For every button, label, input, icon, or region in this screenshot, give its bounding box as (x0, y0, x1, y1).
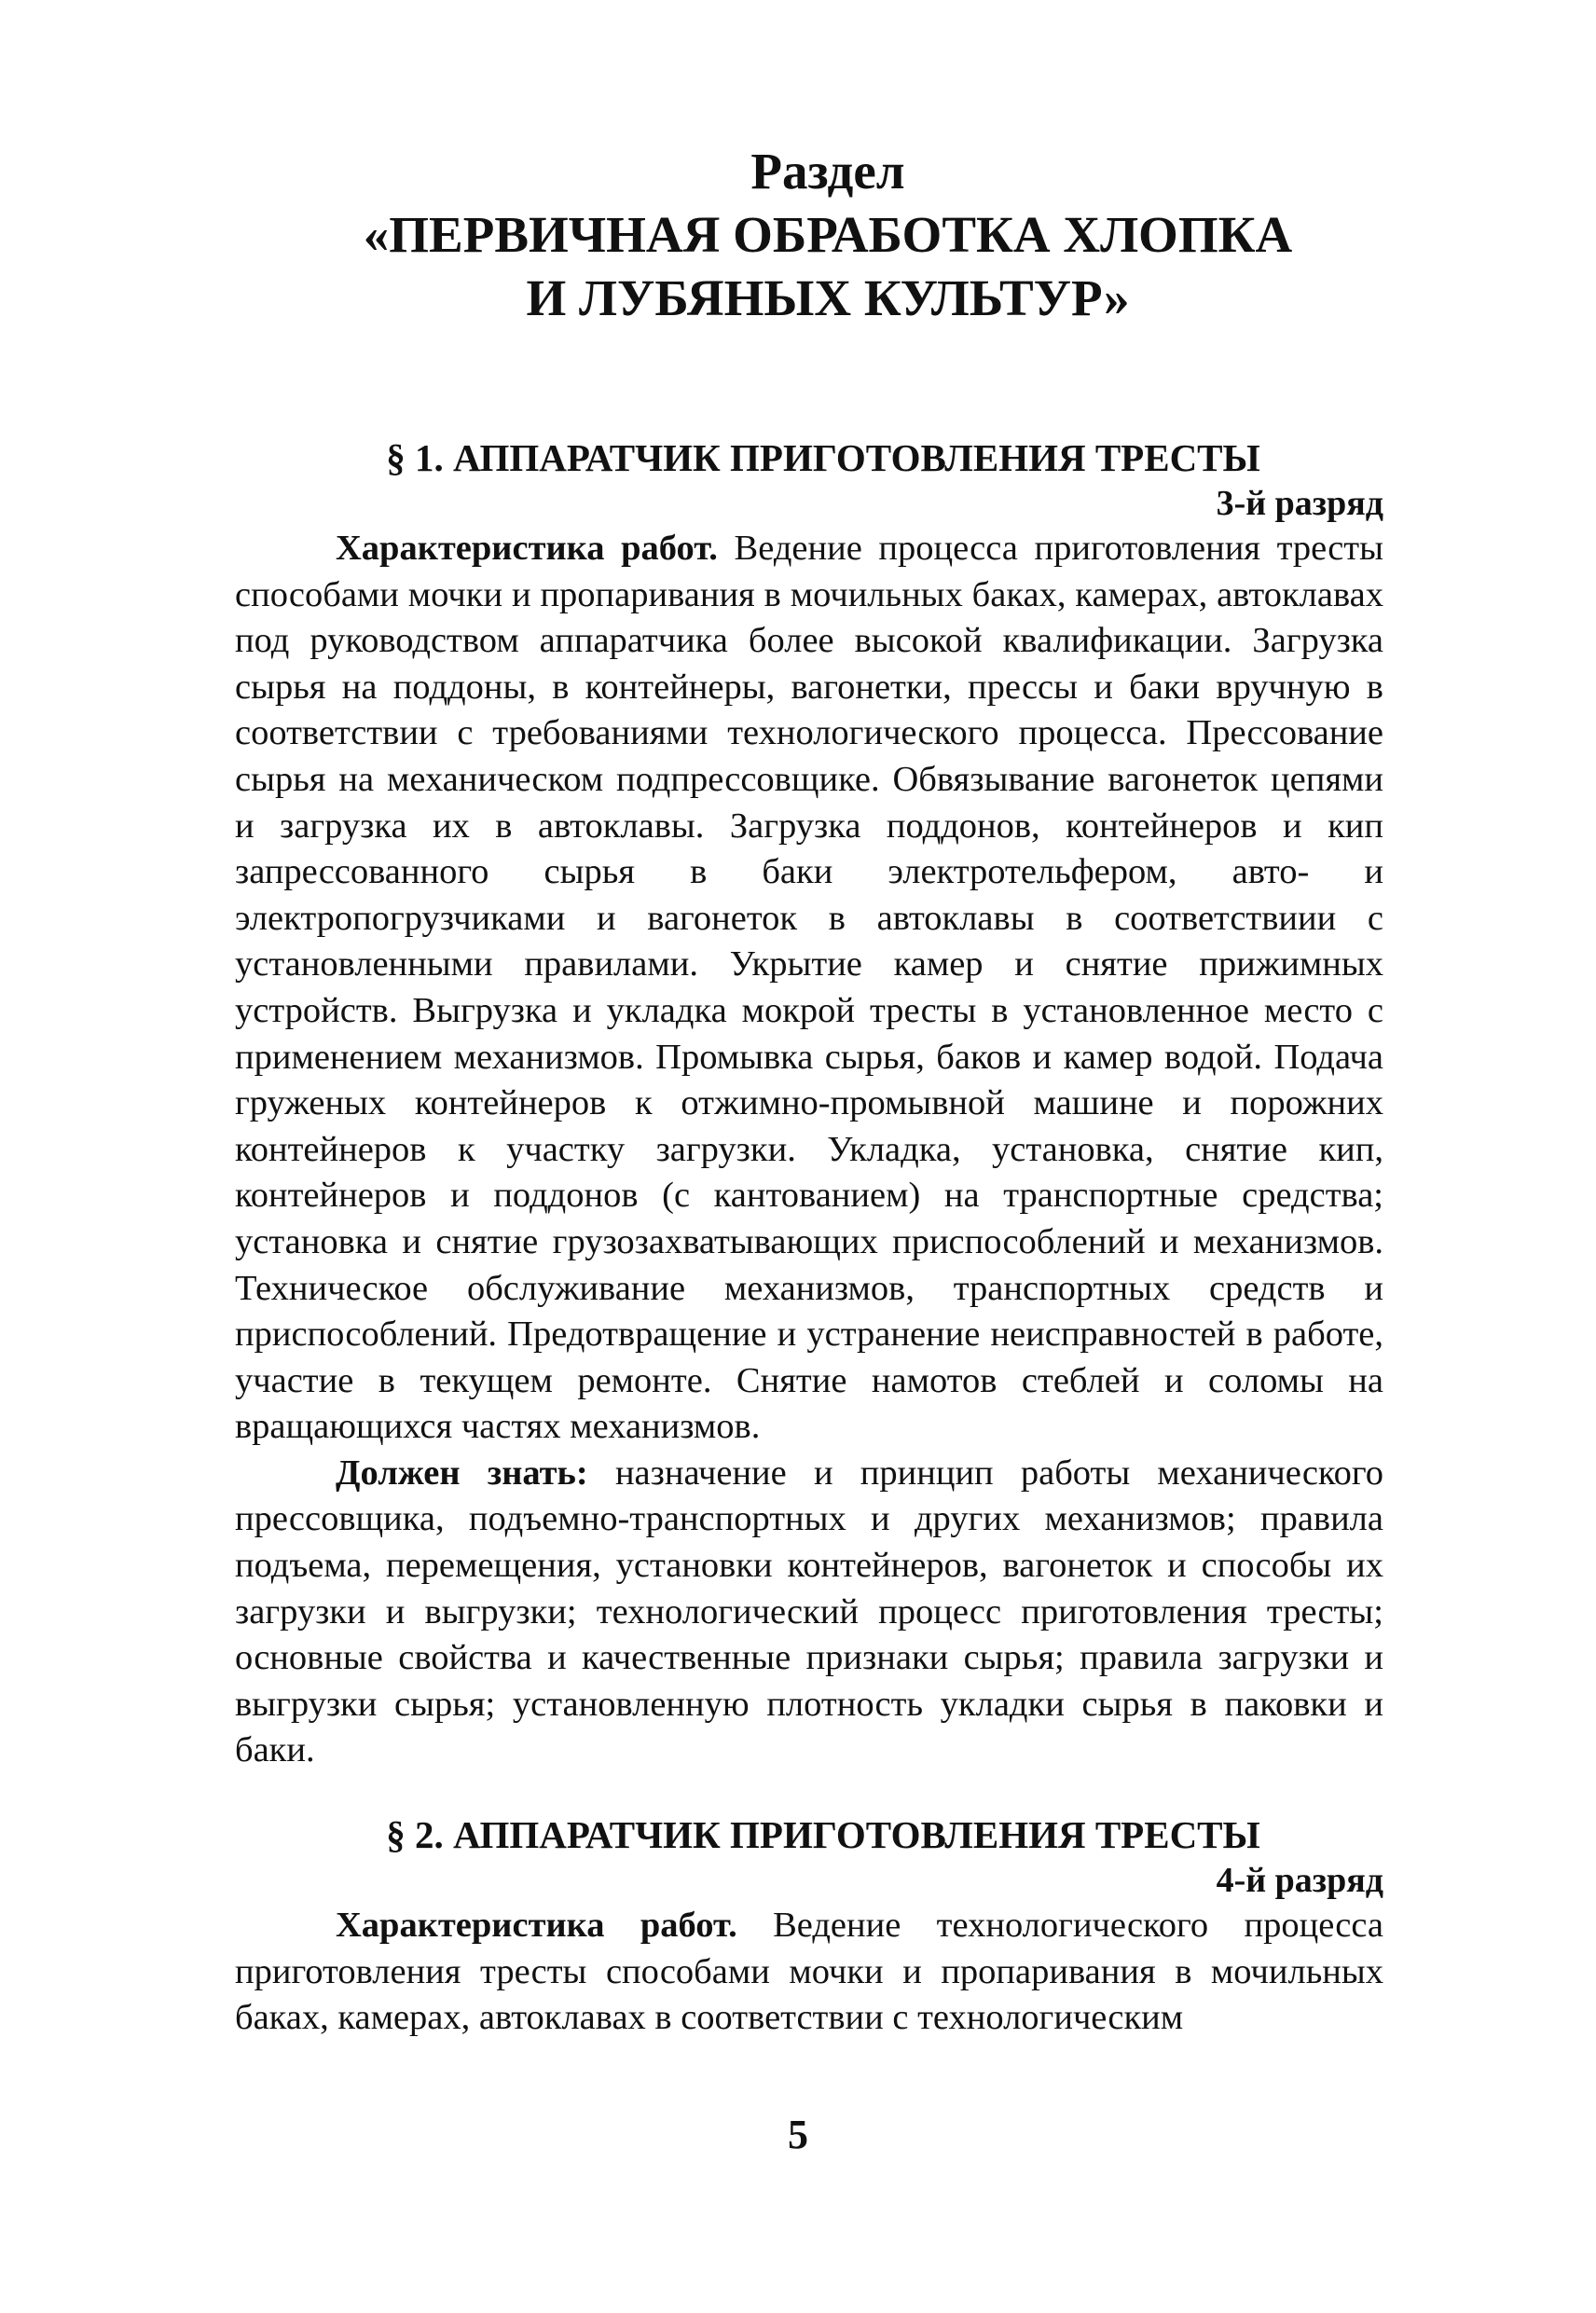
section-1-grade: 3-й разряд (1216, 484, 1383, 523)
characteristics-label: Характеристика работ. (336, 529, 718, 568)
chapter-heading (235, 140, 1383, 330)
characteristics-text: Ведение технологического процесса приготовления тресты способами мочки и пропаривания в мочильных баках, камерах, автоклавах в соответствии с технологическим (235, 1906, 1383, 2038)
section-2-title: § 2. АППАРАТЧИК ПРИГОТОВЛЕНИЯ ТРЕСТЫ (386, 1813, 1260, 1857)
characteristics-text: Ведение процесса приготовления тресты способами мочки и пропаривания в мочильных баках, камерах, автоклавах под руководством аппаратчика более высокой квалификации. Загрузка сырья на поддоны, в контейнеры, вагонетки, прессы и баки вручную в соответствии с требованиями технологического процесса. Прессование сырья на механическом подпрессовщике. Обвязывание вагонеток цепями и загрузка их в автоклавы. Загрузка поддонов, контейнеров и кип запрессованного сырья в баки электротельфером, авто- и электропогрузчиками и вагонеток в автоклавы в соответствиии с установленными правилами. Укрытие камер и снятие прижимных устройств. Выгрузка и укладка мокрой тресты в установленное место с применением механизмов. Промывка сырья, баков и камер водой. Подача груженых контейнеров к отжимно-промывной машине и порожних контейнеров к участку загрузки. Укладка, установка, снятие кип, контейнеров и поддонов (с кантованием) на транспортные средства; установка и снятие грузозахватывающих приспособлений и механизмов. Техническое обслуживание механизмов, транспортных средств и приспособлений. Предотвращение и устранение неисправностей в работе, участие в текущем ремонте. Снятие намотов стеблей и соломы на вращающихся частях механизмов. (235, 529, 1383, 1447)
section-1-knowledge (235, 1451, 1383, 1774)
page-number: 5 (788, 2112, 808, 2157)
knowledge-label: Должен знать: (336, 1453, 588, 1493)
section-2-grade: 4-й разряд (1216, 1861, 1383, 1901)
characteristics-label: Характеристика работ. (336, 1906, 737, 1946)
heading-line-2: «ПЕРВИЧНАЯ ОБРАБОТКА ХЛОПКА (363, 206, 1293, 263)
section-1-title: § 1. АППАРАТЧИК ПРИГОТОВЛЕНИЯ ТРЕСТЫ (386, 436, 1260, 479)
heading-line-3: И ЛУБЯНЫХ КУЛЬТУР» (526, 269, 1130, 326)
page-content (235, 140, 1383, 2042)
heading-line-1: Раздел (750, 143, 905, 200)
section-1-characteristics (235, 526, 1383, 1451)
section-2-characteristics (235, 1903, 1383, 2042)
knowledge-text: назначение и принцип работы механического прессовщика, подъемно-транспортных и других механизмов; правила подъема, перемещения, установки контейнеров, вагонеток и способы их загрузки и выгрузки; технологический процесс приготовления тресты; основные свойства и качественные признаки сырья; правила загрузки и выгрузки сырья; установленную плотность укладки сырья в паковки и баки. (235, 1453, 1383, 1770)
